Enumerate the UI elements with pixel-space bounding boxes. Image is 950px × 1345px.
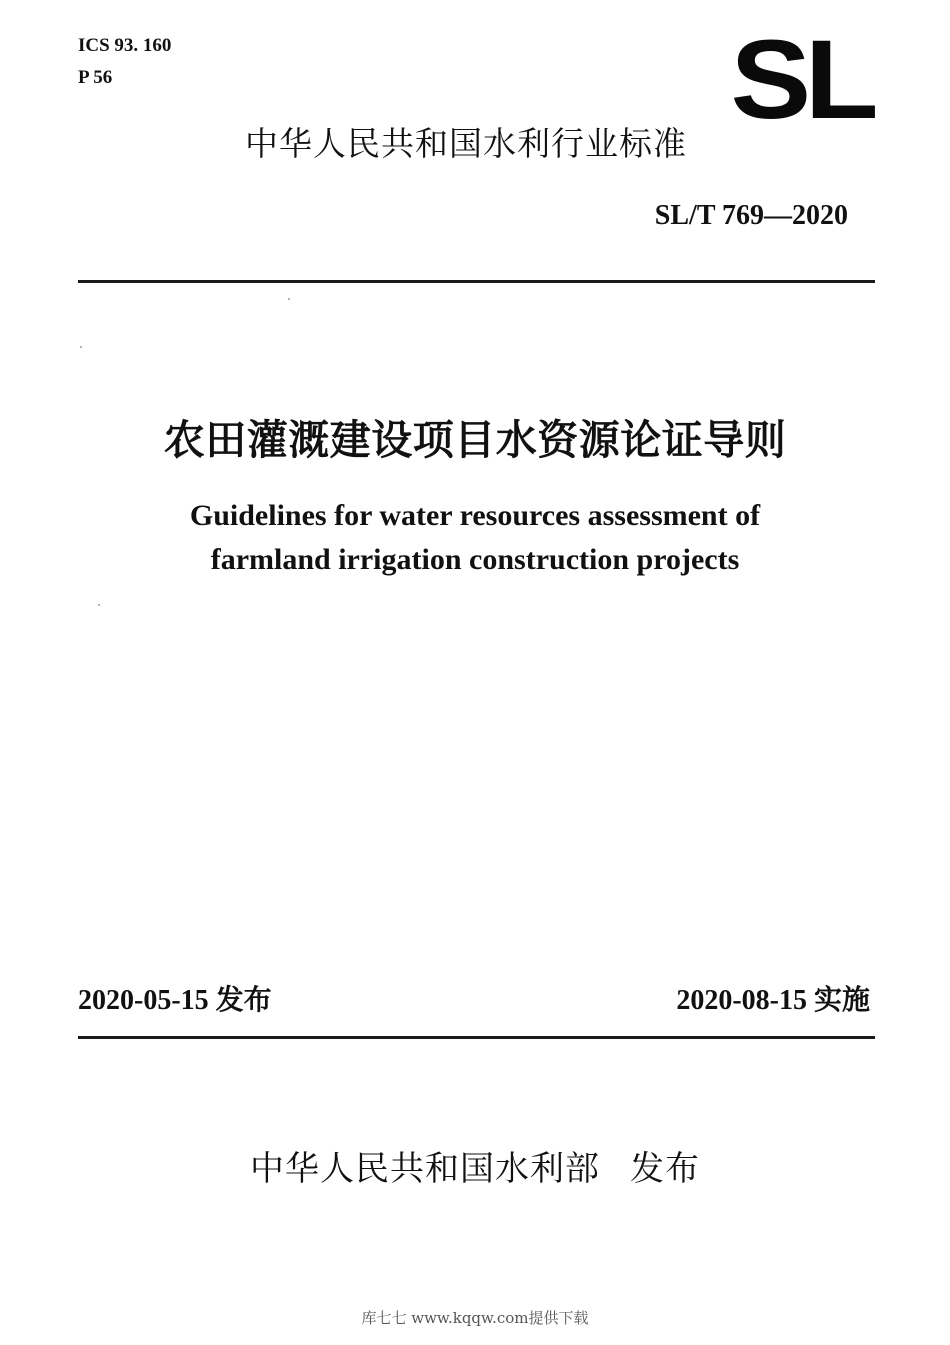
ics-code: ICS 93. 160 <box>78 35 172 56</box>
effective-date: 2020-08-15 实施 <box>676 985 870 1016</box>
standard-number: SL/T 769—2020 <box>654 200 848 231</box>
ccs-code: P 56 <box>78 67 113 88</box>
top-divider <box>78 280 875 283</box>
document-title-chinese: 农田灌溉建设项目水资源论证导则 <box>163 416 787 464</box>
scan-speck <box>98 604 100 606</box>
scan-speck <box>80 346 82 348</box>
publisher-action: 发布 <box>630 1149 700 1189</box>
english-title-line-1: Guidelines for water resources assessment of <box>189 499 761 532</box>
release-date: 2020-05-15 发布 <box>78 985 272 1016</box>
scan-speck <box>288 298 290 300</box>
document-title-english <box>0 494 950 582</box>
download-watermark[interactable]: 库七七 www.kqqw.com提供下载 <box>361 1309 589 1327</box>
sl-logo: SL <box>730 17 872 142</box>
industry-standard-heading: 中华人民共和国水利行业标准 <box>245 124 687 163</box>
publisher-name: 中华人民共和国水利部 <box>250 1149 600 1189</box>
bottom-divider <box>78 1036 875 1039</box>
publisher-line <box>0 1146 950 1192</box>
english-title-line-2: farmland irrigation construction projects <box>210 543 740 576</box>
